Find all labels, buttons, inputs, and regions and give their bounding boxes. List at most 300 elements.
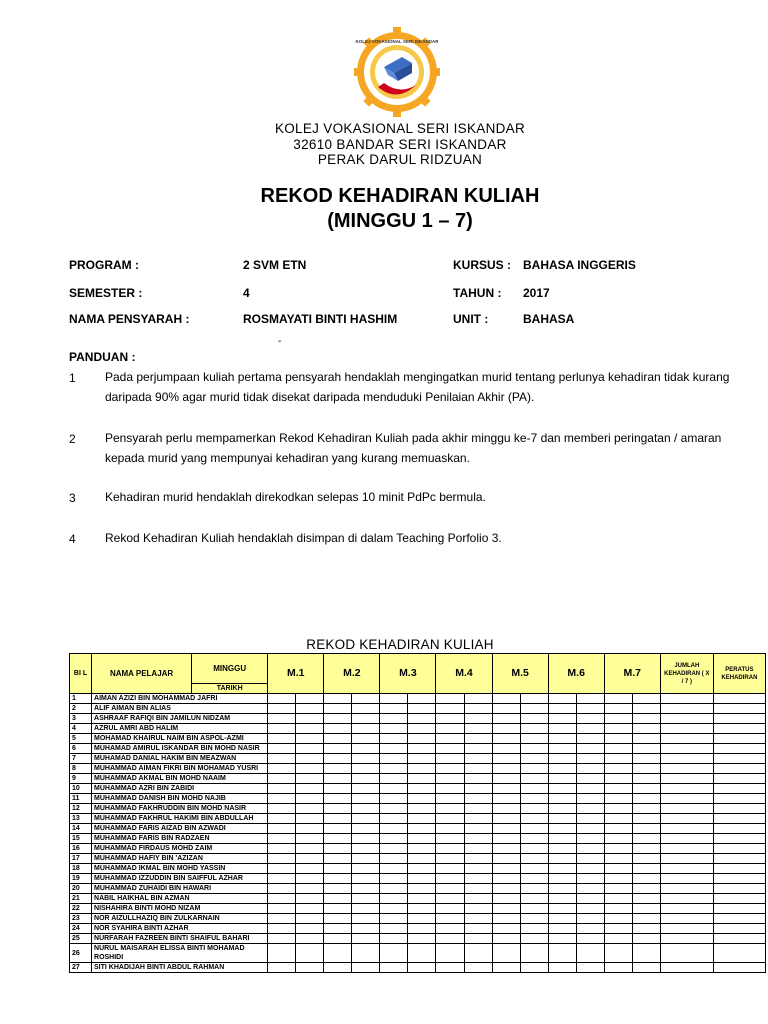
attendance-cell[interactable] [576,834,604,844]
attendance-cell[interactable] [520,794,548,804]
attendance-cell[interactable] [492,894,520,904]
attendance-cell[interactable] [548,884,576,894]
attendance-cell[interactable] [604,714,632,724]
attendance-cell[interactable] [492,884,520,894]
attendance-cell[interactable] [492,744,520,754]
attendance-cell[interactable] [492,963,520,973]
attendance-cell[interactable] [436,904,464,914]
attendance-cell[interactable] [548,824,576,834]
attendance-cell[interactable] [492,834,520,844]
attendance-cell[interactable] [436,864,464,874]
attendance-cell[interactable] [548,814,576,824]
attendance-cell[interactable] [632,924,660,934]
attendance-cell[interactable] [408,694,436,704]
attendance-cell[interactable] [520,834,548,844]
attendance-cell[interactable] [604,934,632,944]
attendance-cell[interactable] [352,804,380,814]
attendance-cell[interactable] [324,764,352,774]
attendance-cell[interactable] [604,694,632,704]
attendance-cell[interactable] [436,734,464,744]
attendance-cell[interactable] [632,774,660,784]
attendance-cell[interactable] [632,844,660,854]
attendance-cell[interactable] [520,864,548,874]
attendance-cell[interactable] [604,944,632,963]
attendance-cell[interactable] [492,874,520,884]
attendance-cell[interactable] [713,864,765,874]
attendance-cell[interactable] [380,694,408,704]
attendance-cell[interactable] [324,844,352,854]
attendance-cell[interactable] [713,814,765,824]
attendance-cell[interactable] [713,764,765,774]
attendance-cell[interactable] [296,854,324,864]
attendance-cell[interactable] [520,804,548,814]
attendance-cell[interactable] [713,894,765,904]
attendance-cell[interactable] [660,884,713,894]
attendance-cell[interactable] [713,734,765,744]
attendance-cell[interactable] [352,844,380,854]
attendance-cell[interactable] [520,824,548,834]
attendance-cell[interactable] [604,844,632,854]
attendance-cell[interactable] [632,724,660,734]
attendance-cell[interactable] [492,824,520,834]
attendance-cell[interactable] [713,794,765,804]
attendance-cell[interactable] [380,784,408,794]
attendance-cell[interactable] [352,794,380,804]
attendance-cell[interactable] [548,714,576,724]
attendance-cell[interactable] [632,794,660,804]
attendance-cell[interactable] [436,784,464,794]
attendance-cell[interactable] [576,874,604,884]
attendance-cell[interactable] [548,924,576,934]
attendance-cell[interactable] [604,924,632,934]
attendance-cell[interactable] [492,704,520,714]
attendance-cell[interactable] [713,924,765,934]
attendance-cell[interactable] [324,904,352,914]
attendance-cell[interactable] [464,924,492,934]
attendance-cell[interactable] [324,744,352,754]
attendance-cell[interactable] [464,814,492,824]
attendance-cell[interactable] [576,694,604,704]
attendance-cell[interactable] [713,934,765,944]
attendance-cell[interactable] [492,844,520,854]
attendance-cell[interactable] [296,894,324,904]
attendance-cell[interactable] [408,854,436,864]
attendance-cell[interactable] [576,914,604,924]
attendance-cell[interactable] [436,963,464,973]
attendance-cell[interactable] [548,704,576,714]
attendance-cell[interactable] [464,874,492,884]
attendance-cell[interactable] [520,914,548,924]
attendance-cell[interactable] [324,864,352,874]
attendance-cell[interactable] [436,944,464,963]
attendance-cell[interactable] [520,744,548,754]
attendance-cell[interactable] [436,804,464,814]
attendance-cell[interactable] [408,844,436,854]
attendance-cell[interactable] [296,864,324,874]
attendance-cell[interactable] [713,784,765,794]
attendance-cell[interactable] [604,704,632,714]
attendance-cell[interactable] [713,834,765,844]
attendance-cell[interactable] [576,754,604,764]
attendance-cell[interactable] [408,804,436,814]
attendance-cell[interactable] [380,744,408,754]
attendance-cell[interactable] [713,744,765,754]
attendance-cell[interactable] [408,704,436,714]
attendance-cell[interactable] [660,714,713,724]
attendance-cell[interactable] [324,794,352,804]
attendance-cell[interactable] [660,694,713,704]
attendance-cell[interactable] [576,884,604,894]
attendance-cell[interactable] [324,714,352,724]
attendance-cell[interactable] [632,864,660,874]
attendance-cell[interactable] [660,854,713,864]
attendance-cell[interactable] [520,884,548,894]
attendance-cell[interactable] [268,764,296,774]
attendance-cell[interactable] [576,854,604,864]
attendance-cell[interactable] [352,894,380,904]
attendance-cell[interactable] [324,814,352,824]
attendance-cell[interactable] [380,754,408,764]
attendance-cell[interactable] [713,704,765,714]
attendance-cell[interactable] [380,714,408,724]
attendance-cell[interactable] [380,874,408,884]
attendance-cell[interactable] [296,804,324,814]
attendance-cell[interactable] [408,784,436,794]
attendance-cell[interactable] [576,904,604,914]
attendance-cell[interactable] [436,884,464,894]
attendance-cell[interactable] [520,894,548,904]
attendance-cell[interactable] [492,724,520,734]
attendance-cell[interactable] [352,734,380,744]
attendance-cell[interactable] [713,914,765,924]
attendance-cell[interactable] [576,774,604,784]
attendance-cell[interactable] [408,864,436,874]
attendance-cell[interactable] [492,694,520,704]
attendance-cell[interactable] [268,864,296,874]
attendance-cell[interactable] [296,834,324,844]
attendance-cell[interactable] [352,924,380,934]
attendance-cell[interactable] [464,934,492,944]
attendance-cell[interactable] [660,914,713,924]
attendance-cell[interactable] [492,764,520,774]
attendance-cell[interactable] [604,884,632,894]
attendance-cell[interactable] [436,814,464,824]
attendance-cell[interactable] [548,874,576,884]
attendance-cell[interactable] [464,864,492,874]
attendance-cell[interactable] [268,694,296,704]
attendance-cell[interactable] [576,894,604,904]
attendance-cell[interactable] [268,714,296,724]
attendance-cell[interactable] [408,754,436,764]
attendance-cell[interactable] [604,774,632,784]
attendance-cell[interactable] [268,754,296,764]
attendance-cell[interactable] [604,963,632,973]
attendance-cell[interactable] [660,764,713,774]
attendance-cell[interactable] [464,824,492,834]
attendance-cell[interactable] [296,704,324,714]
attendance-cell[interactable] [632,944,660,963]
attendance-cell[interactable] [604,804,632,814]
attendance-cell[interactable] [492,914,520,924]
attendance-cell[interactable] [713,874,765,884]
attendance-cell[interactable] [632,814,660,824]
attendance-cell[interactable] [380,704,408,714]
attendance-cell[interactable] [408,724,436,734]
attendance-cell[interactable] [632,934,660,944]
attendance-cell[interactable] [324,784,352,794]
attendance-cell[interactable] [408,894,436,904]
attendance-cell[interactable] [296,814,324,824]
attendance-cell[interactable] [436,764,464,774]
attendance-cell[interactable] [464,784,492,794]
attendance-cell[interactable] [604,784,632,794]
attendance-cell[interactable] [576,844,604,854]
attendance-cell[interactable] [464,944,492,963]
attendance-cell[interactable] [464,914,492,924]
attendance-cell[interactable] [324,774,352,784]
attendance-cell[interactable] [492,934,520,944]
attendance-cell[interactable] [352,784,380,794]
attendance-cell[interactable] [436,834,464,844]
attendance-cell[interactable] [632,754,660,764]
attendance-cell[interactable] [268,884,296,894]
attendance-cell[interactable] [632,824,660,834]
attendance-cell[interactable] [548,734,576,744]
attendance-cell[interactable] [604,864,632,874]
attendance-cell[interactable] [296,934,324,944]
attendance-cell[interactable] [632,854,660,864]
attendance-cell[interactable] [408,814,436,824]
attendance-cell[interactable] [604,734,632,744]
attendance-cell[interactable] [296,784,324,794]
attendance-cell[interactable] [713,804,765,814]
attendance-cell[interactable] [632,874,660,884]
attendance-cell[interactable] [380,734,408,744]
attendance-cell[interactable] [352,704,380,714]
attendance-cell[interactable] [713,963,765,973]
attendance-cell[interactable] [713,754,765,764]
attendance-cell[interactable] [713,774,765,784]
attendance-cell[interactable] [408,963,436,973]
attendance-cell[interactable] [464,834,492,844]
attendance-cell[interactable] [520,874,548,884]
attendance-cell[interactable] [548,724,576,734]
attendance-cell[interactable] [324,704,352,714]
attendance-cell[interactable] [268,814,296,824]
attendance-cell[interactable] [660,944,713,963]
attendance-cell[interactable] [380,834,408,844]
attendance-cell[interactable] [436,754,464,764]
attendance-cell[interactable] [380,864,408,874]
attendance-cell[interactable] [520,963,548,973]
attendance-cell[interactable] [268,904,296,914]
attendance-cell[interactable] [296,944,324,963]
attendance-cell[interactable] [604,914,632,924]
attendance-cell[interactable] [436,704,464,714]
attendance-cell[interactable] [632,714,660,724]
attendance-cell[interactable] [436,744,464,754]
attendance-cell[interactable] [604,894,632,904]
attendance-cell[interactable] [520,814,548,824]
attendance-cell[interactable] [352,714,380,724]
attendance-cell[interactable] [548,744,576,754]
attendance-cell[interactable] [408,794,436,804]
attendance-cell[interactable] [713,824,765,834]
attendance-cell[interactable] [296,774,324,784]
attendance-cell[interactable] [352,934,380,944]
attendance-cell[interactable] [352,874,380,884]
attendance-cell[interactable] [296,764,324,774]
attendance-cell[interactable] [436,894,464,904]
attendance-cell[interactable] [576,934,604,944]
attendance-cell[interactable] [296,963,324,973]
attendance-cell[interactable] [660,874,713,884]
attendance-cell[interactable] [464,963,492,973]
attendance-cell[interactable] [268,834,296,844]
attendance-cell[interactable] [324,934,352,944]
attendance-cell[interactable] [324,824,352,834]
attendance-cell[interactable] [520,934,548,944]
attendance-cell[interactable] [268,704,296,714]
attendance-cell[interactable] [660,784,713,794]
attendance-cell[interactable] [268,874,296,884]
attendance-cell[interactable] [520,694,548,704]
attendance-cell[interactable] [464,764,492,774]
attendance-cell[interactable] [548,894,576,904]
attendance-cell[interactable] [268,724,296,734]
attendance-cell[interactable] [380,944,408,963]
attendance-cell[interactable] [352,834,380,844]
attendance-cell[interactable] [380,884,408,894]
attendance-cell[interactable] [436,724,464,734]
attendance-cell[interactable] [660,744,713,754]
attendance-cell[interactable] [604,854,632,864]
attendance-cell[interactable] [632,734,660,744]
attendance-cell[interactable] [436,844,464,854]
attendance-cell[interactable] [713,884,765,894]
attendance-cell[interactable] [492,734,520,744]
attendance-cell[interactable] [296,724,324,734]
attendance-cell[interactable] [520,754,548,764]
attendance-cell[interactable] [408,834,436,844]
attendance-cell[interactable] [464,714,492,724]
attendance-cell[interactable] [576,724,604,734]
attendance-cell[interactable] [324,944,352,963]
attendance-cell[interactable] [660,963,713,973]
attendance-cell[interactable] [492,864,520,874]
attendance-cell[interactable] [548,794,576,804]
attendance-cell[interactable] [324,694,352,704]
attendance-cell[interactable] [520,844,548,854]
attendance-cell[interactable] [352,754,380,764]
attendance-cell[interactable] [380,794,408,804]
attendance-cell[interactable] [268,963,296,973]
attendance-cell[interactable] [464,754,492,764]
attendance-cell[interactable] [492,854,520,864]
attendance-cell[interactable] [408,924,436,934]
attendance-cell[interactable] [713,944,765,963]
attendance-cell[interactable] [660,894,713,904]
attendance-cell[interactable] [548,864,576,874]
attendance-cell[interactable] [380,934,408,944]
attendance-cell[interactable] [548,764,576,774]
attendance-cell[interactable] [352,904,380,914]
attendance-cell[interactable] [408,914,436,924]
attendance-cell[interactable] [520,774,548,784]
attendance-cell[interactable] [520,724,548,734]
attendance-cell[interactable] [632,704,660,714]
attendance-cell[interactable] [380,764,408,774]
attendance-cell[interactable] [296,734,324,744]
attendance-cell[interactable] [713,714,765,724]
attendance-cell[interactable] [268,774,296,784]
attendance-cell[interactable] [576,744,604,754]
attendance-cell[interactable] [576,924,604,934]
attendance-cell[interactable] [352,744,380,754]
attendance-cell[interactable] [464,694,492,704]
attendance-cell[interactable] [713,904,765,914]
attendance-cell[interactable] [632,914,660,924]
attendance-cell[interactable] [492,924,520,934]
attendance-cell[interactable] [408,744,436,754]
attendance-cell[interactable] [464,744,492,754]
attendance-cell[interactable] [380,904,408,914]
attendance-cell[interactable] [268,894,296,904]
attendance-cell[interactable] [324,724,352,734]
attendance-cell[interactable] [520,714,548,724]
attendance-cell[interactable] [296,714,324,724]
attendance-cell[interactable] [464,844,492,854]
attendance-cell[interactable] [632,744,660,754]
attendance-cell[interactable] [520,784,548,794]
attendance-cell[interactable] [548,914,576,924]
attendance-cell[interactable] [604,724,632,734]
attendance-cell[interactable] [296,794,324,804]
attendance-cell[interactable] [660,844,713,854]
attendance-cell[interactable] [604,814,632,824]
attendance-cell[interactable] [268,824,296,834]
attendance-cell[interactable] [548,694,576,704]
attendance-cell[interactable] [660,934,713,944]
attendance-cell[interactable] [436,714,464,724]
attendance-cell[interactable] [576,824,604,834]
attendance-cell[interactable] [352,774,380,784]
attendance-cell[interactable] [576,864,604,874]
attendance-cell[interactable] [604,754,632,764]
attendance-cell[interactable] [436,924,464,934]
attendance-cell[interactable] [268,934,296,944]
attendance-cell[interactable] [408,874,436,884]
attendance-cell[interactable] [632,764,660,774]
attendance-cell[interactable] [296,754,324,764]
attendance-cell[interactable] [660,814,713,824]
attendance-cell[interactable] [380,894,408,904]
attendance-cell[interactable] [296,924,324,934]
attendance-cell[interactable] [324,804,352,814]
attendance-cell[interactable] [352,884,380,894]
attendance-cell[interactable] [604,824,632,834]
attendance-cell[interactable] [324,924,352,934]
attendance-cell[interactable] [464,884,492,894]
attendance-cell[interactable] [492,804,520,814]
attendance-cell[interactable] [380,774,408,784]
attendance-cell[interactable] [408,934,436,944]
attendance-cell[interactable] [492,944,520,963]
attendance-cell[interactable] [380,814,408,824]
attendance-cell[interactable] [352,724,380,734]
attendance-cell[interactable] [464,904,492,914]
attendance-cell[interactable] [296,874,324,884]
